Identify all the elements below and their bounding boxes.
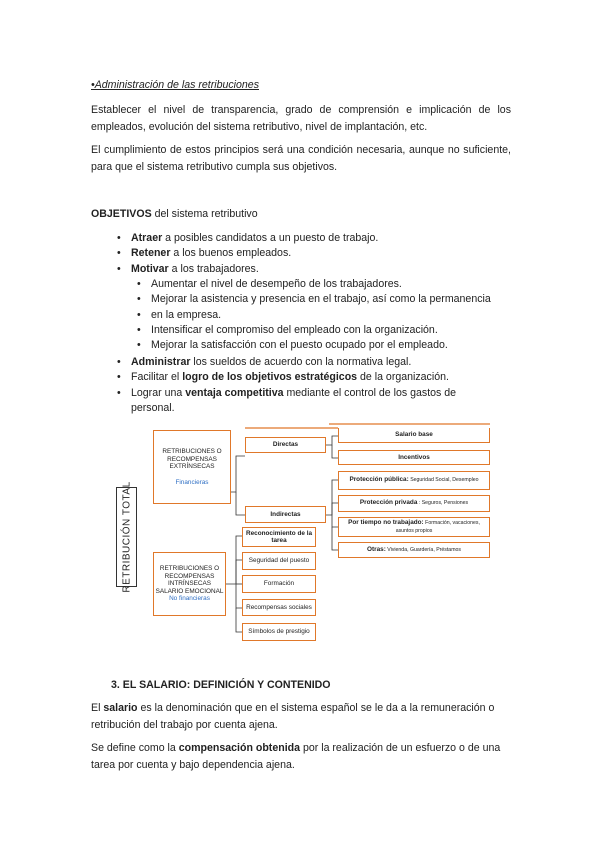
- list-item: • Aumentar el nivel de desempeño de los trabajadores.: [151, 277, 491, 292]
- intrinsic-sub: No financieras: [169, 595, 210, 603]
- connector-indirectas: [236, 492, 245, 515]
- list-item: • Lograr una ventaja competitiva mediante el control de los gastos de: [131, 386, 456, 401]
- seguridad-box: Seguridad del puesto: [242, 552, 316, 570]
- list-item: • Administrar los sueldos de acuerdo con la normativa legal.: [131, 355, 456, 370]
- indirectas-box: Indirectas: [245, 506, 326, 523]
- list-item: • Mejorar la asistencia y presencia en el trabajo, así como la permanencia: [151, 292, 491, 307]
- paragraph-cumplimiento: El cumplimiento de estos principios será una condición necesaria, aunque no suficiente, para que el sistema retributivo cumpla sus objetivos.: [91, 144, 511, 173]
- proteccion-privada-box: Protección privada : Seguros, Pensiones: [338, 495, 490, 512]
- formacion-box: Formación: [242, 575, 316, 593]
- motivar-sublist: [151, 277, 491, 353]
- objetivos-list: [131, 231, 378, 277]
- recompensas-sociales-box: Recompensas sociales: [242, 599, 316, 616]
- retribucion-total-label: RETRIBUCIÓN TOTAL: [116, 487, 137, 587]
- intrinsic-box: [153, 552, 226, 616]
- section-3-heading: 3. EL SALARIO: DEFINICIÓN Y CONTENIDO: [111, 679, 331, 691]
- directas-box: Directas: [245, 437, 326, 453]
- connector-salario-base: [326, 436, 338, 445]
- paragraph-salario: El salario es la denominación que en el sistema español se le da a la remuneración o retribución del trabajo por cuenta ajena.: [91, 702, 495, 731]
- simbolos-prestigio-box: Símbolos de prestigio: [242, 623, 316, 641]
- list-item: • Facilitar el logro de los objetivos estratégicos de la organización.: [131, 370, 456, 385]
- list-item: • Mejorar la satisfacción con el puesto ocupado por el empleado.: [151, 338, 491, 353]
- list-item: • Atraer a posibles candidatos a un puesto de trabajo.: [131, 231, 378, 246]
- list-item: • Intensificar el compromiso del empleado con la organización.: [151, 323, 491, 338]
- paragraph-compensacion: Se define como la compensación obtenida por la realización de un esfuerzo o de una tarea por cuenta y bajo dependencia ajena.: [91, 742, 501, 771]
- intrinsic-salario: SALARIO EMOCIONAL: [155, 587, 224, 595]
- connector-proteccion-publica: [326, 480, 338, 515]
- list-item-continuation: personal.: [131, 401, 175, 414]
- salario-base-box: Salario base: [338, 428, 490, 443]
- extrinsic-title: RETRIBUCIONES O RECOMPENSAS EXTRÍNSECAS: [162, 448, 222, 470]
- list-item: • Motivar a los trabajadores.: [131, 262, 378, 277]
- connector-reconocimiento: [226, 536, 242, 584]
- tiempo-no-trabajado-box: Por tiempo no trabajado: Formación, vacaciones, asuntos propios: [338, 517, 490, 537]
- paragraph-transparencia: Establecer el nivel de transparencia, grado de comprensión e implicación de los empleados, evolución del sistema retributivo, nivel de implantación, etc.: [91, 104, 511, 133]
- intrinsic-title: RETRIBUCIONES O RECOMPENSAS INTRÍNSECAS: [159, 565, 220, 588]
- objetivos-title: OBJETIVOS del sistema retributivo: [91, 208, 258, 220]
- list-item: • Retener a los buenos empleados.: [131, 246, 378, 261]
- extrinsic-box: [153, 430, 231, 504]
- objetivos-list-2: [131, 355, 456, 416]
- extrinsic-sub: Financieras: [175, 478, 209, 486]
- list-item: • en la empresa.: [151, 308, 491, 323]
- otras-box: Otras: Vivienda, Guardería, Préstamos: [338, 542, 490, 558]
- proteccion-publica-box: Protección pública: Seguridad Social, Desempleo: [338, 471, 490, 490]
- section-heading-administracion: •Administración de las retribuciones: [91, 79, 259, 91]
- incentivos-box: Incentivos: [338, 450, 490, 465]
- reconocimiento-box: Reconocimiento de la tarea: [242, 527, 316, 547]
